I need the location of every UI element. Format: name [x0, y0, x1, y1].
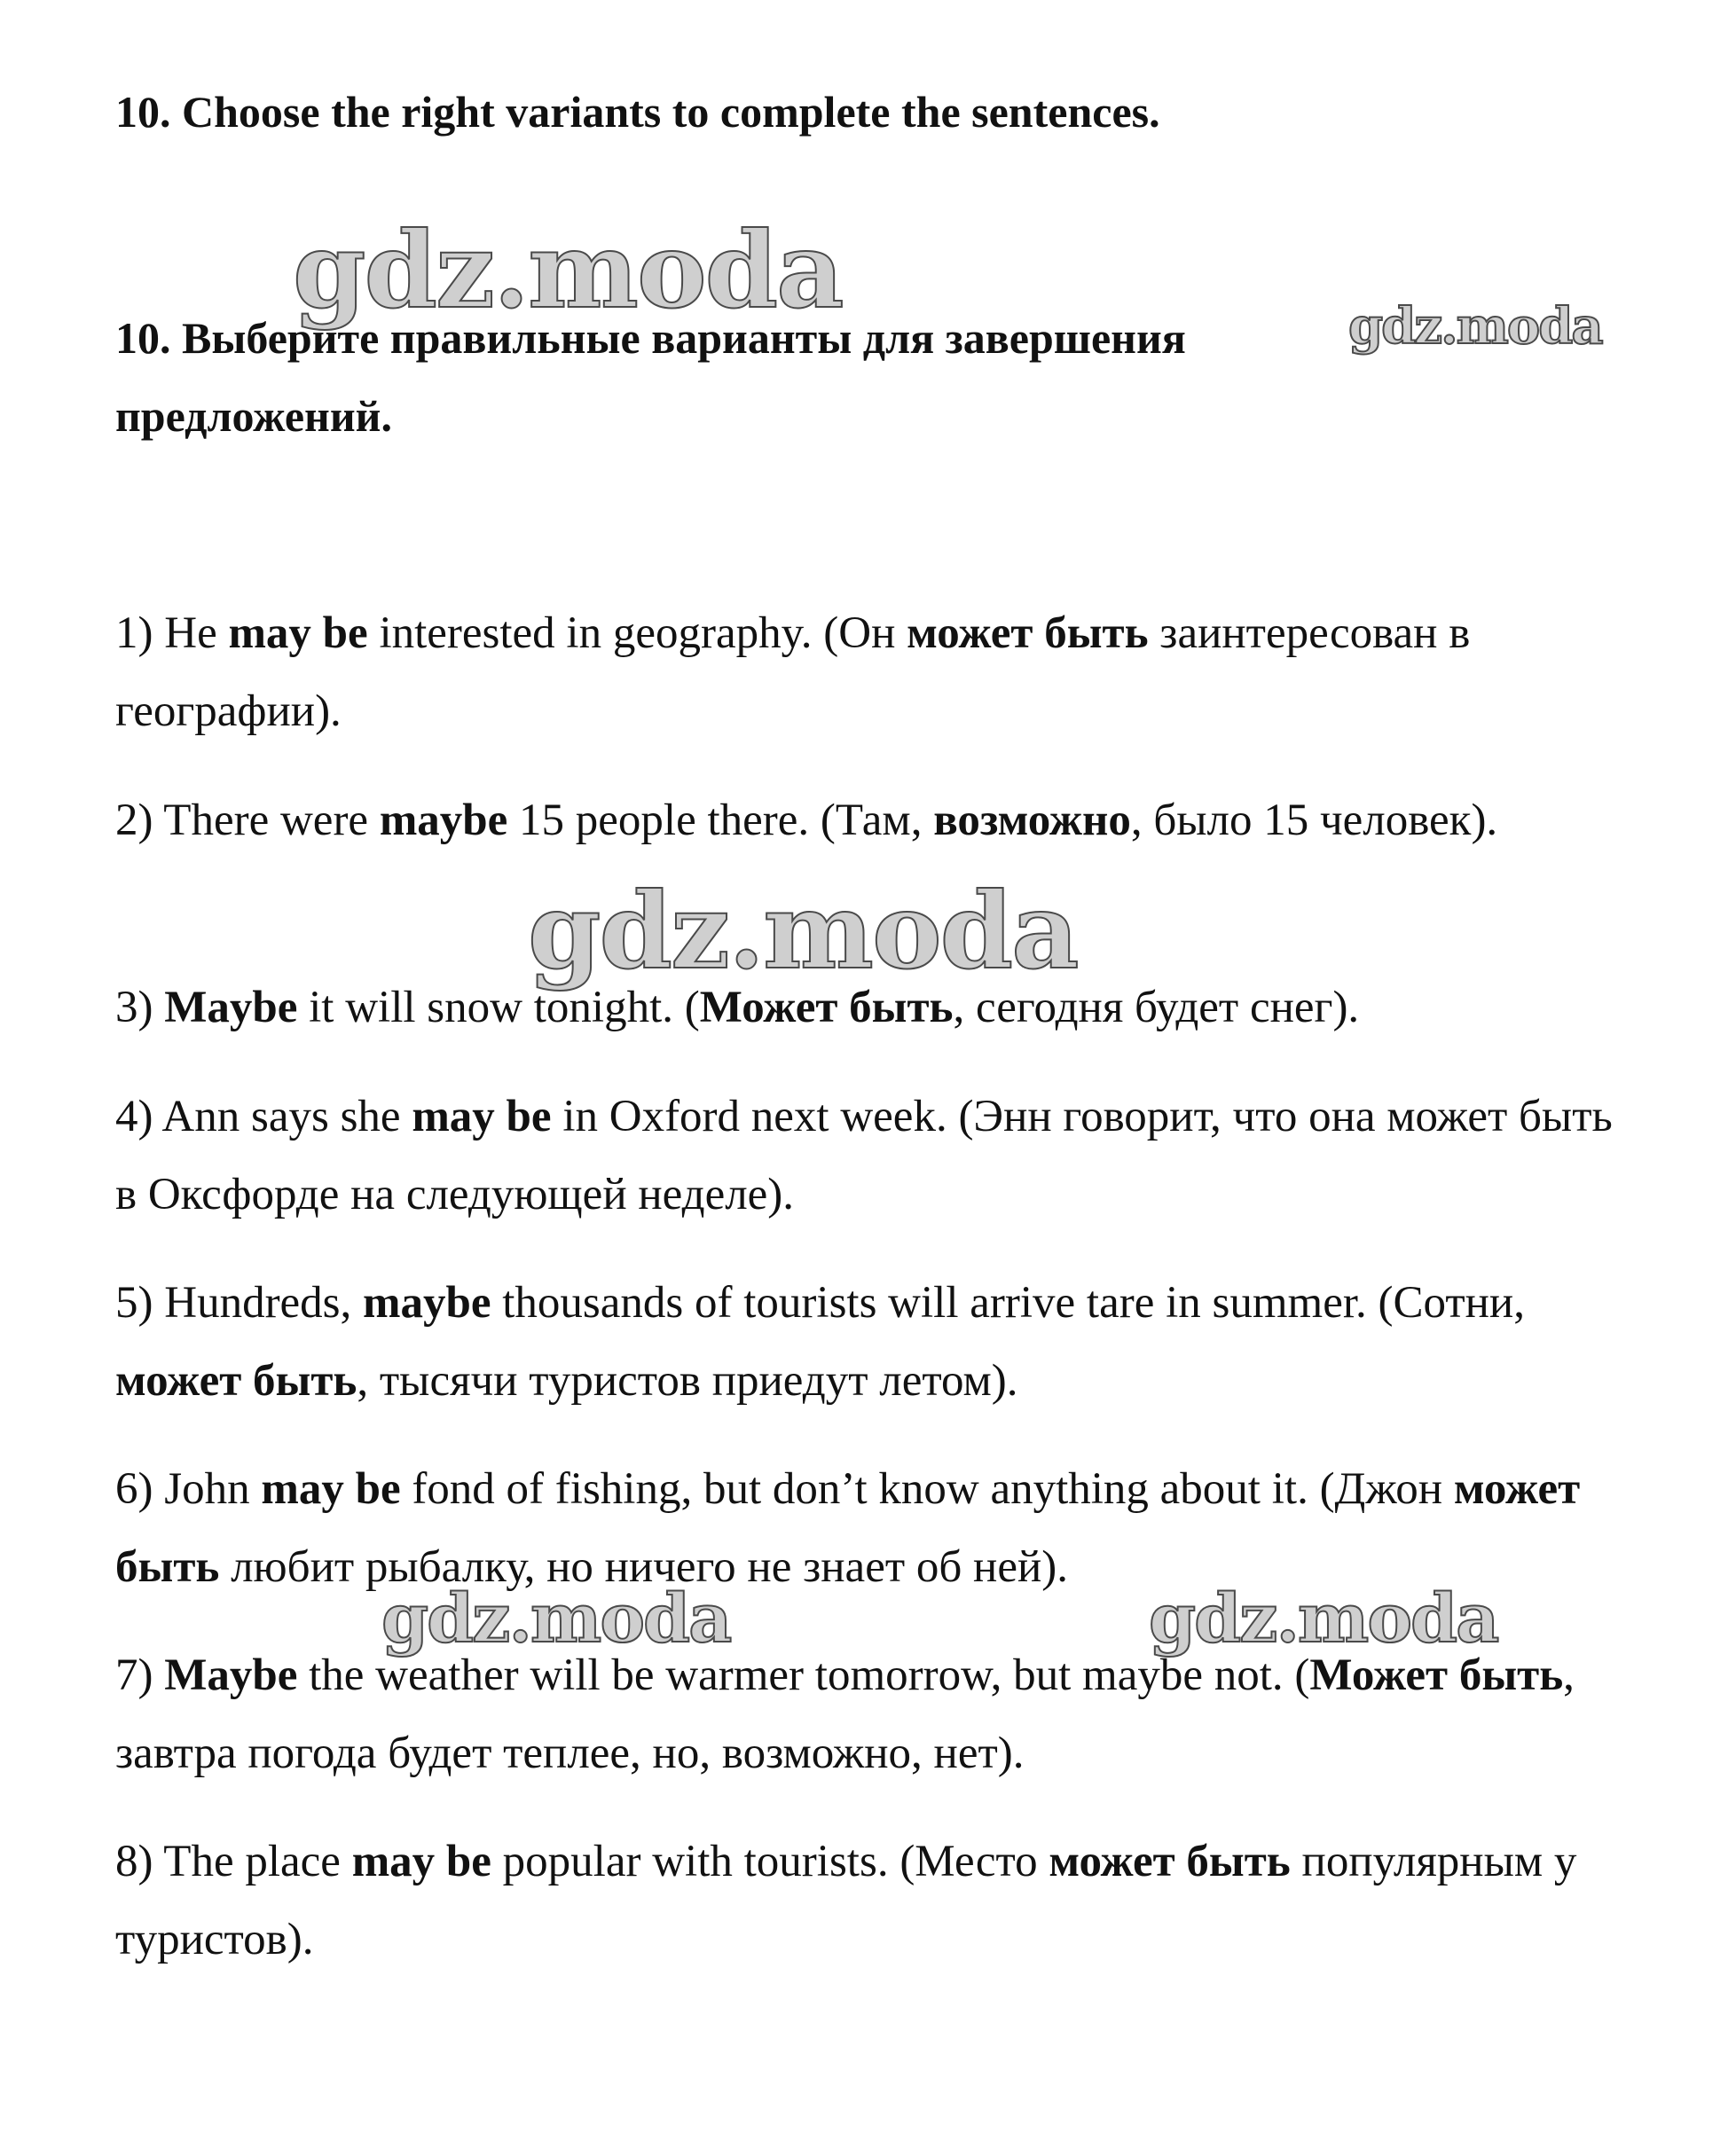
sentence-item-8 — [115, 1823, 1641, 1979]
text-segment: the weather will be warmer tomorrow, but maybe not. ( — [297, 1650, 1310, 1700]
sentence-item-3 — [115, 968, 1641, 1047]
bold-phrase: may be — [228, 608, 368, 658]
bold-phrase: may be — [261, 1464, 401, 1514]
text-segment: 8) The place — [115, 1837, 352, 1886]
sentence-item-1 — [115, 594, 1641, 750]
text-segment: популярным у туристов). — [115, 1837, 1577, 1964]
text-segment: , завтра погода будет теплее, но, возможно, нет). — [115, 1650, 1575, 1778]
text-segment: , было 15 человек). — [1130, 796, 1498, 845]
bold-phrase: Maybe — [164, 1650, 298, 1700]
sentence-item-7 — [115, 1636, 1641, 1792]
text-segment: заинтересован в географии). — [115, 608, 1471, 736]
bold-phrase: maybe — [363, 1278, 491, 1328]
text-segment: interested in geography. (Он — [367, 608, 907, 658]
text-segment: 3) — [115, 983, 165, 1032]
sentence-item-2 — [115, 781, 1641, 859]
text-segment: 2) There were — [115, 796, 380, 845]
bold-phrase: may be — [412, 1092, 552, 1141]
text-segment: thousands of tourists will arrive tare in summer. (Сотни, — [491, 1278, 1525, 1328]
text-segment: in Oxford next week. (Энн говорит, что она может быть в Оксфорде на следующей неделе). — [115, 1092, 1613, 1219]
bold-phrase: может быть — [1049, 1837, 1291, 1886]
sentence-item-4 — [115, 1078, 1641, 1234]
bold-phrase: возможно — [933, 796, 1131, 845]
text-segment: 4) Ann says she — [115, 1092, 412, 1141]
bold-phrase: maybe — [379, 796, 508, 845]
text-segment: , тысячи туристов приедут летом). — [357, 1356, 1018, 1406]
text-segment: 5) Hundreds, — [115, 1278, 364, 1328]
bold-phrase: Может быть — [1309, 1650, 1564, 1700]
bold-phrase: может быть — [115, 1356, 357, 1406]
text-segment: 1) He — [115, 608, 229, 658]
watermark-logo: gdz.moda — [1348, 297, 1602, 356]
bold-phrase: Maybe — [164, 983, 298, 1032]
sentence-item-6 — [115, 1450, 1641, 1606]
sentence-item-5 — [115, 1264, 1641, 1420]
text-segment: 15 people there. (Там, — [507, 796, 934, 845]
text-segment: 7) — [115, 1650, 165, 1700]
text-segment: 6) John — [115, 1464, 262, 1514]
watermark-logo: gdz.moda — [1149, 1579, 1498, 1658]
heading-english: 10. Choose the right variants to complete the sentences. — [115, 87, 1160, 137]
watermark-logo: gdz.moda — [528, 869, 1078, 992]
text-segment: it will snow tonight. ( — [297, 983, 700, 1032]
bold-phrase: may be — [351, 1837, 491, 1886]
text-segment: popular with tourists. (Место — [491, 1837, 1049, 1886]
text-segment: любит рыбалку, но ничего не знает об ней). — [219, 1542, 1069, 1592]
watermark-logo: gdz.moda — [381, 1579, 731, 1658]
text-segment: , сегодня будет снег). — [953, 983, 1360, 1032]
bold-phrase: может быть — [115, 1464, 1581, 1592]
bold-phrase: может быть — [907, 608, 1149, 658]
bold-phrase: Может быть — [699, 983, 954, 1032]
text-segment: fond of fishing, but don’t know anything about it. (Джон — [400, 1464, 1454, 1514]
heading-russian: 10. Выберите правильные варианты для завершения предложений. — [115, 313, 1186, 441]
watermark-logo: gdz.moda — [293, 208, 843, 332]
